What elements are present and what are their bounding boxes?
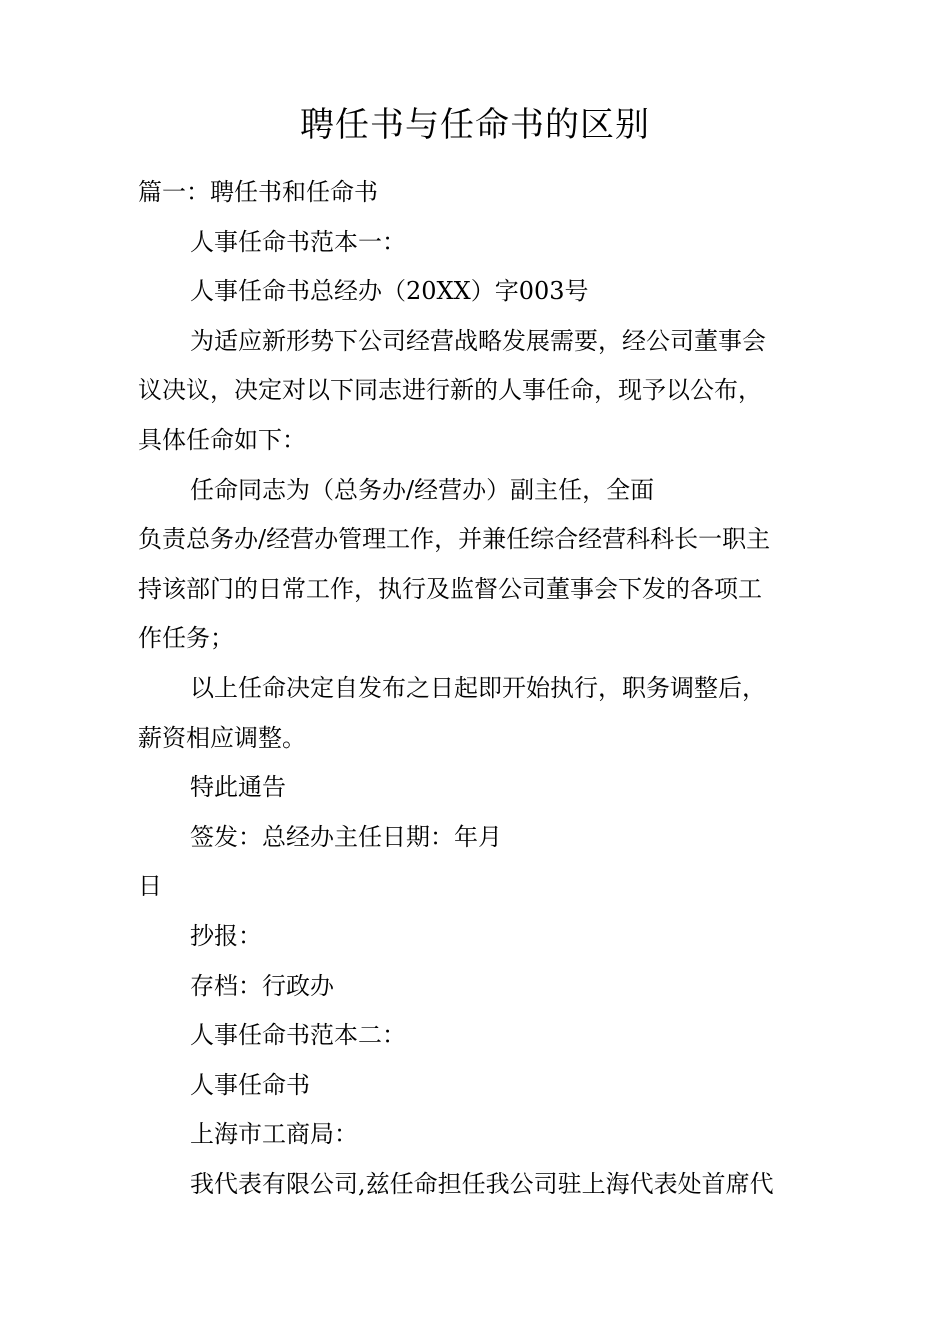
line-archive: 存档：行政办 (190, 971, 334, 1000)
line-template-two-title: 人事任命书 (190, 1070, 310, 1099)
paragraph-line: 以上任命决定自发布之日起即开始执行，职务调整后， (190, 673, 766, 702)
paragraph-line: 任命同志为（总务办/经营办）副主任，全面 (190, 475, 655, 504)
paragraph-line: 持该部门的日常工作，执行及监督公司董事会下发的各项工 (138, 574, 762, 603)
line-template-one-heading: 人事任命书范本一： (190, 227, 406, 256)
line-cc: 抄报： (190, 921, 262, 950)
paragraph-line: 作任务； (138, 624, 234, 653)
line-template-two-heading: 人事任命书范本二： (190, 1021, 406, 1050)
document-title: 聘任书与任命书的区别 (300, 105, 650, 145)
paragraph-line: 为适应新形势下公司经营战略发展需要，经公司董事会 (190, 326, 766, 355)
line-notice: 特此通告 (190, 773, 286, 802)
line-document-number: 人事任命书总经办（20XX）字003号 (190, 277, 589, 306)
document-body (138, 168, 818, 1209)
paragraph-line: 负责总务办/经营办管理工作，并兼任综合经营科科长一职主 (138, 525, 771, 554)
paragraph-line: 薪资相应调整。 (138, 723, 306, 752)
paragraph-line: 议决议，决定对以下同志进行新的人事任命，现予以公布， (138, 376, 762, 405)
paragraph-line: 具体任命如下： (138, 425, 306, 454)
paragraph-line: 我代表有限公司,兹任命担任我公司驻上海代表处首席代 (190, 1169, 774, 1198)
line-section-heading: 篇一：聘任书和任命书 (138, 178, 378, 206)
line-addressee: 上海市工商局： (190, 1120, 358, 1149)
line-signature: 签发：总经办主任日期：年月 (190, 822, 502, 851)
line-signature-day: 日 (138, 872, 162, 901)
